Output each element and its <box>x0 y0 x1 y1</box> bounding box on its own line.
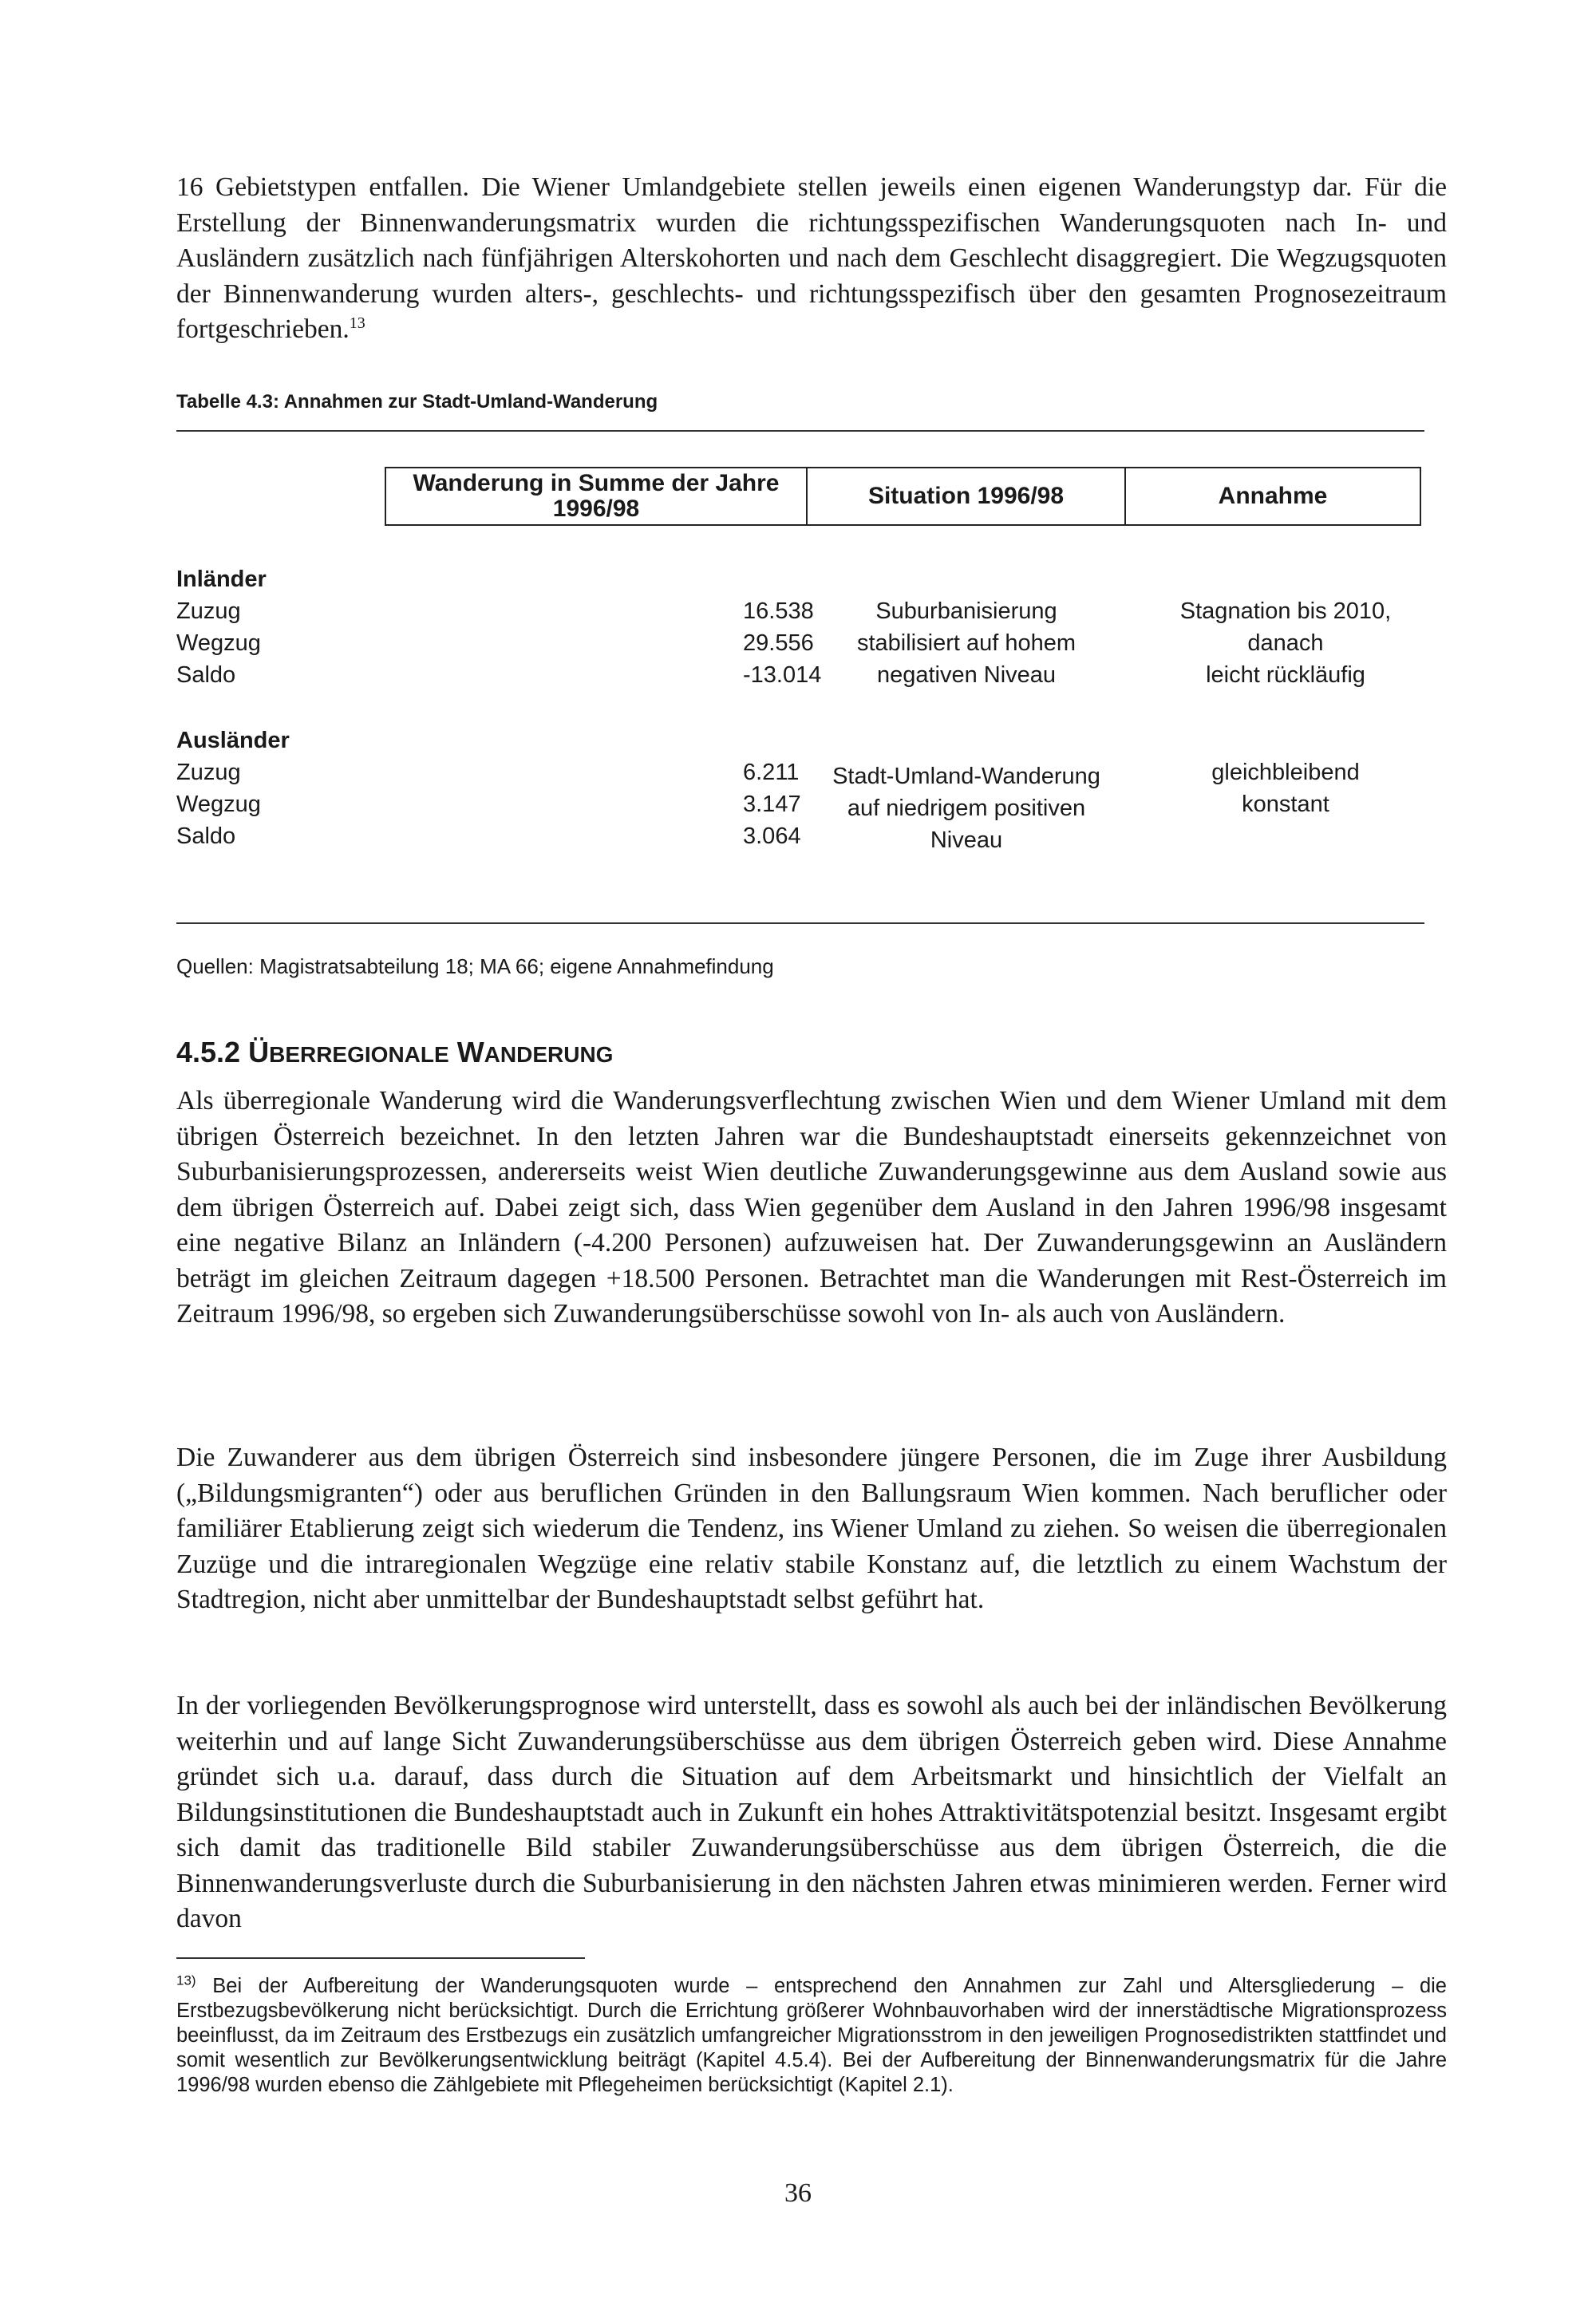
footnote-mark: 13) <box>176 1972 196 1988</box>
situation-line: auf niedrigem positiven <box>847 796 1086 821</box>
body-paragraph-3 <box>176 1688 1447 1937</box>
header-situation: Situation 1996/98 <box>808 467 1126 526</box>
assumption-cell <box>1126 595 1445 691</box>
section-title-part: BERREGIONALE <box>269 1042 449 1067</box>
intro-paragraph <box>176 170 1447 348</box>
row-label: Saldo <box>176 823 236 849</box>
row-value: 3.064 <box>743 823 801 849</box>
footnote-text: Bei der Aufbereitung der Wanderungsquoten wurde – entsprechend den Annahmen zur Zahl und Altersgliederung – die Erstbezugsbevölkerung nicht berücksichtigt. Durch die Errichtung größerer Wohnbauvorhaben wird der innerstädtische Migrationsprozess beeinflusst, da im Zeitraum des Erstbezugs ein zusätzlich umfangreicher Migrationsstrom in den jeweiligen Prognosedistrikten stattfindet und somit wesentlich zur Bevölkerungsentwicklung beiträgt (Kapitel 4.5.4). Bei der Aufbereitung der Binnenwanderungsmatrix für die Jahre 1996/98 wurden ebenso die Zählgebiete mit Pflegeheimen berücksichtigt (Kapitel 2.1). <box>176 1975 1447 2096</box>
table-row <box>176 820 1421 852</box>
header-migration-sum: Wanderung in Summe der Jahre 1996/98 <box>385 467 808 526</box>
assumption-cell <box>1126 756 1445 820</box>
section-title-part: ANDERUNG <box>484 1042 614 1067</box>
table-caption: Tabelle 4.3: Annahmen zur Stadt-Umland-Wanderung <box>176 391 658 413</box>
row-value: -13.014 <box>743 662 822 688</box>
assumption-line: gleichbleibend <box>1211 760 1360 785</box>
footnote <box>176 1974 1447 2098</box>
body-paragraph-1 <box>176 1084 1447 1333</box>
group-title: Ausländer <box>176 728 290 753</box>
section-heading <box>176 1036 613 1069</box>
footnote-separator <box>176 1957 585 1959</box>
table-bottom-rule <box>176 922 1424 924</box>
group-title: Inländer <box>176 567 267 592</box>
table-sources: Quellen: Magistratsabteilung 18; MA 66; eigene Annahmefindung <box>176 954 774 978</box>
footnote-reference[interactable]: 13 <box>349 314 365 332</box>
assumption-line: Stagnation bis 2010, <box>1179 598 1392 624</box>
situation-line: Suburbanisierung <box>875 598 1057 624</box>
situation-line: negativen Niveau <box>876 662 1057 688</box>
header-assumption: Annahme <box>1126 467 1421 526</box>
table-group-inlaender <box>176 563 1421 691</box>
row-value: 3.147 <box>743 792 801 817</box>
paragraph-text: Die Zuwanderer aus dem übrigen Österreich sind insbesondere jüngere Personen, die im Zuge ihrer Ausbildung („Bildungsmigranten“) oder aus beruflichen Gründen in den Ballungsraum Wien kommen. Nach beruflicher oder familiärer Etablierung zeigt sich wiederum die Tendenz, ins Wiener Umland zu ziehen. So weisen die überregionalen Zuzüge und die intraregionalen Wegzüge eine relativ stabile Konstanz auf, die letztlich zu einem Wachstum der Stadtregion, nicht aber unmittelbar der Bundeshauptstadt selbst geführt hat. <box>176 1443 1447 1614</box>
situation-line: Niveau <box>930 827 1003 853</box>
page-number: 36 <box>784 2178 812 2208</box>
table-header <box>385 467 1421 526</box>
row-value: 29.556 <box>743 630 814 656</box>
situation-line: Stadt-Umland-Wanderung <box>832 764 1100 789</box>
body-paragraph-2 <box>176 1440 1447 1618</box>
row-label: Saldo <box>176 662 236 688</box>
table-top-rule <box>176 430 1424 432</box>
table-group-auslaender <box>176 725 1421 852</box>
row-label: Wegzug <box>176 630 261 656</box>
section-title-part: W <box>456 1036 484 1068</box>
assumption-line: leicht rückläufig <box>1206 662 1365 688</box>
situation-cell <box>807 595 1126 691</box>
situation-line: stabilisiert auf hohem <box>856 630 1077 656</box>
row-label: Wegzug <box>176 792 261 817</box>
section-number: 4.5.2 <box>176 1036 241 1068</box>
row-value: 16.538 <box>743 598 814 624</box>
section-title-part: Ü <box>248 1036 270 1068</box>
intro-text: 16 Gebietstypen entfallen. Die Wiener Umlandgebiete stellen jeweils einen eigenen Wanderungstyp dar. Für die Erstellung der Binnenwanderungsmatrix wurden die richtungsspezifischen Wanderungsquoten nach In- und Ausländern zusätzlich nach fünfjährigen Alterskohorten und nach dem Geschlecht disaggregiert. Die Wegzugsquoten der Binnenwanderung wurden alters-, geschlechts- und richtungsspezifisch über den gesamten Prognosezeitraum fortgeschrieben. <box>176 172 1447 344</box>
row-value: 6.211 <box>743 760 800 785</box>
assumption-line: danach <box>1247 630 1324 656</box>
row-label: Zuzug <box>176 760 241 785</box>
row-label: Zuzug <box>176 598 241 624</box>
paragraph-text: In der vorliegenden Bevölkerungsprognose wird unterstellt, dass es sowohl als auch bei der inländischen Bevölkerung weiterhin und auf lange Sicht Zuwanderungsüberschüsse aus dem übrigen Österreich geben wird. Diese Annahme gründet sich u.a. darauf, dass durch die Situation auf dem Arbeitsmarkt und hinsichtlich der Vielfalt an Bildungsinstitutionen die Bundeshauptstadt auch in Zukunft ein hohes Attraktivitätspotenzial besitzt. Insgesamt ergibt sich damit das traditionelle Bild stabiler Zuwanderungsüberschüsse aus dem übrigen Österreich, die die Binnenwanderungsverluste durch die Suburbanisierung in den nächsten Jahren etwas minimieren werden. Ferner wird davon <box>176 1691 1447 1933</box>
assumption-line: konstant <box>1242 792 1329 817</box>
paragraph-text: Als überregionale Wanderung wird die Wanderungsverflechtung zwischen Wien und dem Wiener Umland mit dem übrigen Österreich bezeichnet. In den letzten Jahren war die Bundeshauptstadt einerseits gekennzeichnet von Suburbanisierungsprozessen, andererseits weist Wien deutliche Zuwanderungsgewinne aus dem Ausland sowie aus dem übrigen Österreich auf. Dabei zeigt sich, dass Wien gegenüber dem Ausland in den Jahren 1996/98 insgesamt eine negative Bilanz an Inländern (-4.200 Personen) aufzuweisen hat. Der Zuwanderungsgewinn an Ausländern beträgt im gleichen Zeitraum dagegen +18.500 Personen. Betrachtet man die Wanderungen mit Rest-Österreich im Zeitraum 1996/98, so ergeben sich Zuwanderungsüberschüsse sowohl von In- als auch von Ausländern. <box>176 1086 1447 1329</box>
situation-cell <box>807 760 1126 856</box>
